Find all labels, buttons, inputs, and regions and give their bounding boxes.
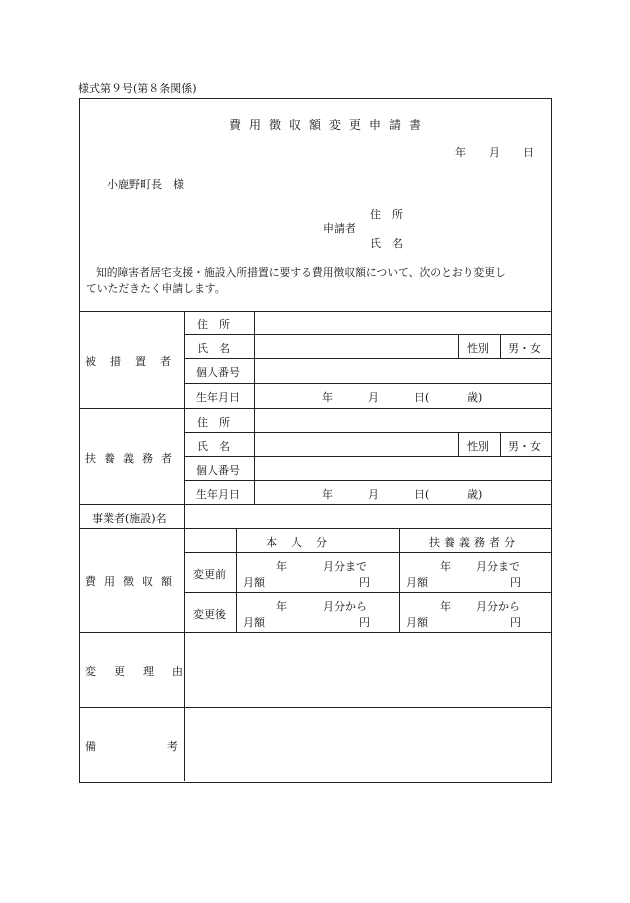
person-measured-address-label: 住 所 xyxy=(197,318,230,331)
before-supporter-monthly: 月額 xyxy=(406,576,428,589)
supporter-birth-age: 歳) xyxy=(467,488,483,501)
before-supporter-until: 月分まで xyxy=(476,560,520,573)
request-text-line1: 知的障害者居宅支援・施設入所措置に要する費用徴収額について、次のとおり変更し xyxy=(96,266,506,279)
fee-before-label: 変更前 xyxy=(193,568,226,581)
date-year-label: 年 xyxy=(455,146,466,159)
supporter-birthdate-label: 生年月日 xyxy=(196,488,240,501)
after-self-from: 月分から xyxy=(323,600,367,613)
addressee: 小鹿野町長 様 xyxy=(107,178,184,191)
before-self-until: 月分まで xyxy=(323,560,367,573)
remarks-label-char1: 備 xyxy=(85,740,96,753)
supporter-birth-year: 年 xyxy=(322,488,333,501)
date-day-label: 日 xyxy=(523,146,534,159)
remarks-label-char2: 考 xyxy=(167,740,178,753)
before-supporter-year: 年 xyxy=(440,560,451,573)
supporter-gender-value: 男・女 xyxy=(508,440,541,453)
person-measured-birth-age: 歳) xyxy=(467,391,483,404)
person-measured-id-label: 個人番号 xyxy=(196,366,240,379)
person-measured-birthdate-label: 生年月日 xyxy=(196,391,240,404)
supporter-address-label: 住 所 xyxy=(197,416,230,429)
supporter-id-label: 個人番号 xyxy=(196,464,240,477)
after-self-monthly: 月額 xyxy=(243,616,265,629)
after-supporter-monthly: 月額 xyxy=(406,616,428,629)
supporter-birth-day: 日( xyxy=(414,488,430,501)
person-measured-birth-year: 年 xyxy=(322,391,333,404)
person-measured-gender-label: 性別 xyxy=(467,342,489,355)
fee-col-supporter: 扶養義務者分 xyxy=(429,536,519,549)
request-text-line2: ていただきたく申請します。 xyxy=(86,282,226,295)
form-number: 様式第９号(第８条関係) xyxy=(78,82,197,95)
fee-after-label: 変更後 xyxy=(193,608,226,621)
before-self-yen: 円 xyxy=(359,576,370,589)
fee-label: 費用徴収額 xyxy=(85,575,180,588)
person-measured-label: 被措置者 xyxy=(85,355,185,368)
applicant-address-label: 住 所 xyxy=(370,208,403,221)
person-measured-gender-value: 男・女 xyxy=(508,342,541,355)
applicant-name-label: 氏 名 xyxy=(370,237,403,250)
after-self-year: 年 xyxy=(276,600,287,613)
fee-col-self: 本人分 xyxy=(266,536,341,549)
before-self-monthly: 月額 xyxy=(243,576,265,589)
person-measured-birth-month: 月 xyxy=(368,391,379,404)
date-month-label: 月 xyxy=(489,146,500,159)
business-name-label: 事業者(施設)名 xyxy=(92,512,167,525)
supporter-label: 扶養義務者 xyxy=(85,452,180,465)
form-title: 費用徴収額変更申請書 xyxy=(229,118,430,132)
applicant-label: 申請者 xyxy=(323,222,356,235)
person-measured-name-label: 氏 名 xyxy=(197,342,230,355)
before-self-year: 年 xyxy=(276,560,287,573)
supporter-birth-month: 月 xyxy=(368,488,379,501)
after-self-yen: 円 xyxy=(359,616,370,629)
before-supporter-yen: 円 xyxy=(510,576,521,589)
supporter-name-label: 氏 名 xyxy=(197,440,230,453)
after-supporter-from: 月分から xyxy=(476,600,520,613)
supporter-gender-label: 性別 xyxy=(467,440,489,453)
reason-label: 変更理由 xyxy=(85,665,201,678)
person-measured-birth-day: 日( xyxy=(414,391,430,404)
after-supporter-year: 年 xyxy=(440,600,451,613)
after-supporter-yen: 円 xyxy=(510,616,521,629)
